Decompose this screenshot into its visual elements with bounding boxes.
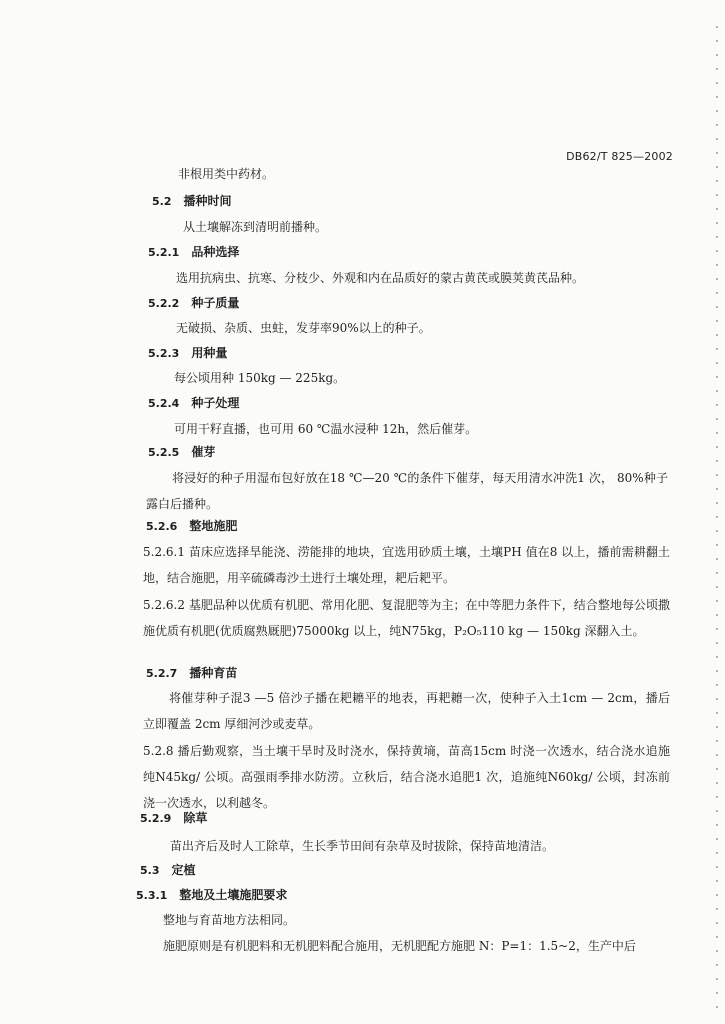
section-number: 5.2.9 (140, 812, 172, 825)
section-text-5-2-6-2: 5.2.6.2 基肥品种以优质有机肥、常用化肥、复混肥等为主；在中等肥力条件下，结合整地每公顷撒施优质有机肥(优质腐熟厩肥)75000kg 以上，纯N75kg，P₂O₅110 kg — 150kg 深翻入土。 (143, 598, 670, 638)
section-number: 5.2.2 (148, 297, 180, 310)
section-text-5-2-2: 无破损、杂质、虫蛀，发芽率90%以上的种子。 (176, 321, 431, 335)
section-text-5-3-1-a: 整地与育苗地方法相同。 (163, 913, 296, 927)
section-title: 定植 (171, 863, 196, 877)
section-number: 5.2.4 (148, 397, 180, 410)
section-text-5-2-3: 每公顷用种 150kg — 225kg。 (174, 371, 346, 385)
section-title: 催芽 (191, 445, 216, 459)
section-title: 整地施肥 (189, 519, 238, 533)
section-title: 除草 (183, 811, 208, 825)
section-heading-5-2-9 (140, 810, 207, 827)
section-title: 品种选择 (191, 245, 240, 259)
section-heading-5-3-1 (136, 887, 287, 904)
section-text-5-2-7: 将催芽种子混3 —5 倍沙子播在耙耱平的地表，再耙耱一次，使种子入土1cm — 2cm，播后立即覆盖 2cm 厚细河沙或麦草。 (143, 691, 670, 731)
section-text-5-2-8: 5.2.8 播后勤观察，当土壤干旱时及时浇水，保持黄墒，苗高15cm 时浇一次透水，结合浇水追施纯N45kg/ 公顷。高强雨季排水防涝。立秋后，结合浇水追肥1 次，追施纯N60kg/ 公顷，封冻前浇一次透水，以利越冬。 (143, 744, 670, 810)
section-number: 5.2 (152, 195, 172, 208)
section-title: 用种量 (191, 346, 228, 360)
section-number: 5.3 (140, 864, 160, 877)
continued-text: 非根用类中药材。 (178, 167, 275, 181)
section-number: 5.2.6 (146, 520, 178, 533)
section-title: 种子处理 (191, 396, 240, 410)
scan-edge-marks (715, 20, 719, 1010)
section-heading-5-2-3 (148, 345, 227, 362)
document-code: DB62/T 825—2002 (566, 150, 673, 163)
section-text-5-2-5: 将浸好的种子用湿布包好放在18 ℃—20 ℃的条件下催芽，每天用清水冲洗1 次， 80%种子露白后播种。 (146, 471, 668, 511)
section-text-5-2-4: 可用干籽直播，也可用 60 ℃温水浸种 12h，然后催芽。 (174, 422, 478, 436)
section-text-5-2-9: 苗出齐后及时人工除草，生长季节田间有杂草及时拔除，保持苗地清洁。 (170, 839, 555, 853)
section-text-5-3-1-b: 施肥原则是有机肥料和无机肥料配合施用，无机肥配方施肥 N：P=1：1.5~2，生产中后 (163, 939, 636, 953)
section-heading-5-2-5 (148, 444, 215, 461)
section-title: 种子质量 (191, 296, 240, 310)
section-heading-5-2-4 (148, 395, 239, 412)
section-heading-5-2-7 (146, 665, 237, 682)
section-heading-5-2-2 (148, 295, 239, 312)
section-number: 5.2.1 (148, 246, 180, 259)
section-heading-5-2-1 (148, 244, 239, 261)
section-number: 5.2.7 (146, 667, 178, 680)
section-text-5-2-6-1: 5.2.6.1 苗床应选择旱能浇、涝能排的地块，宜选用砂质土壤，土壤PH 值在8 以上，播前需耕翻土地，结合施肥，用辛硫磷毒沙土进行土壤处理，耙后耙平。 (143, 545, 670, 585)
section-heading-5-3 (140, 862, 196, 879)
section-text-5-2-1: 选用抗病虫、抗寒、分枝少、外观和内在品质好的蒙古黄芪或膜荚黄芪品种。 (176, 271, 585, 285)
section-title: 播种时间 (183, 194, 232, 208)
section-number: 5.2.3 (148, 347, 180, 360)
section-text-5-2: 从土壤解冻到清明前播种。 (183, 220, 328, 234)
section-heading-5-2-6 (146, 518, 237, 535)
section-title: 整地及土壤施肥要求 (179, 888, 288, 902)
section-title: 播种育苗 (189, 666, 238, 680)
section-heading-5-2 (152, 193, 232, 210)
section-number: 5.3.1 (136, 889, 168, 902)
section-number: 5.2.5 (148, 446, 180, 459)
